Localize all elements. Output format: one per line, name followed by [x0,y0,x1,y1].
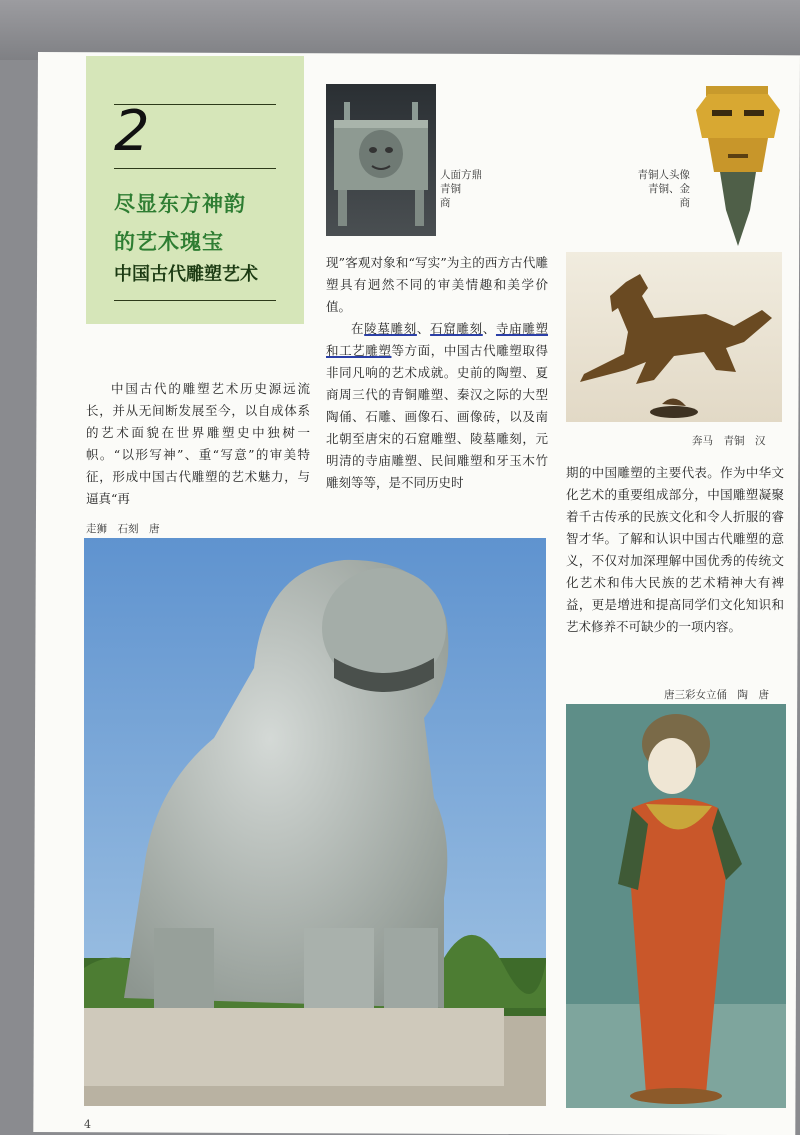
ding-caption-period: 商 [440,197,451,209]
middle-paragraph-2 [326,318,548,494]
ding-caption-material: 青铜 [440,183,461,195]
bronze-ding-photo [326,84,436,236]
title-rule-bottom [114,300,276,301]
underlined-grotto-carving: 石窟雕刻 [430,321,483,336]
stone-lion-photo [84,538,546,1106]
middle-paragraph-2-sep2: 、 [482,321,496,336]
bronze-head-photo [690,80,786,250]
ding-caption-name: 人面方鼎 [440,169,482,181]
left-paragraph: 中国古代的雕塑艺术历史源远流长，并从无间断发展至今，以自成体系的艺术面貌在世界雕塑史中独树一帜。“以形写神”、重“写意”的审美特征，形成中国古代雕塑的艺术魅力，与逼真“再 [86,381,310,506]
chapter-title-box [86,56,304,324]
title-rule-mid [114,168,276,169]
chapter-subtitle: 中国古代雕塑艺术 [114,264,258,285]
left-column-text [86,378,310,510]
chapter-title-line2: 的艺术瑰宝 [114,230,224,254]
flying-horse-photo [566,252,782,422]
middle-paragraph-1: 现”客观对象和“写实”为主的西方古代雕塑具有迥然不同的审美情趣和美学价值。 [326,255,548,314]
bronze-head-caption-period: 商 [679,197,690,209]
horse-caption: 奔马 青铜 汉 [692,435,766,447]
right-paragraph: 期的中国雕塑的主要代表。作为中华文化艺术的重要组成部分，中国雕塑凝聚着千古传承的民族文化和令人折服的睿智才华。了解和认识中国古代雕塑的意义，不仅对加深理解中国优秀的传统文化艺术和伟大民族的艺术精神大有裨益，更是增进和提高同学们文化知识和艺术修养不可缺少的一项内容。 [566,465,784,634]
figurine-caption: 唐三彩女立俑 陶 唐 [664,689,769,701]
underlined-temple-craft-sculpture: 寺庙雕塑和工艺雕塑 [326,321,548,358]
bronze-head-caption-material: 青铜、金 [648,183,690,195]
middle-paragraph-2-rest: 等方面，中国古代雕塑取得非同凡响的艺术成就。史前的陶塑、夏商周三代的青铜雕塑、秦汉之际的大型陶俑、石雕、画像石、画像砖，以及南北朝至唐宋的石窟雕塑、陵墓雕刻，元明清的寺庙雕塑、民间雕塑和牙玉木竹雕刻等等，是不同历史时 [326,343,548,490]
middle-paragraph-2-sep1: 、 [416,321,431,336]
tang-figurine-photo [566,704,786,1108]
middle-paragraph-2-lead: 在 [351,321,365,336]
underlined-mausoleum-carving: 陵墓雕刻 [364,321,417,336]
scan-background [0,0,800,60]
middle-column-text [326,252,548,494]
right-column-text [566,462,784,638]
bronze-head-caption [630,168,690,210]
chapter-number: 2 [114,99,150,164]
page-number: 4 [84,1118,91,1131]
chapter-title-line1: 尽显东方神韵 [114,192,246,216]
ding-caption [440,168,482,210]
lion-caption: 走狮 石刻 唐 [86,523,160,535]
bronze-head-caption-name: 青铜人头像 [637,169,690,181]
